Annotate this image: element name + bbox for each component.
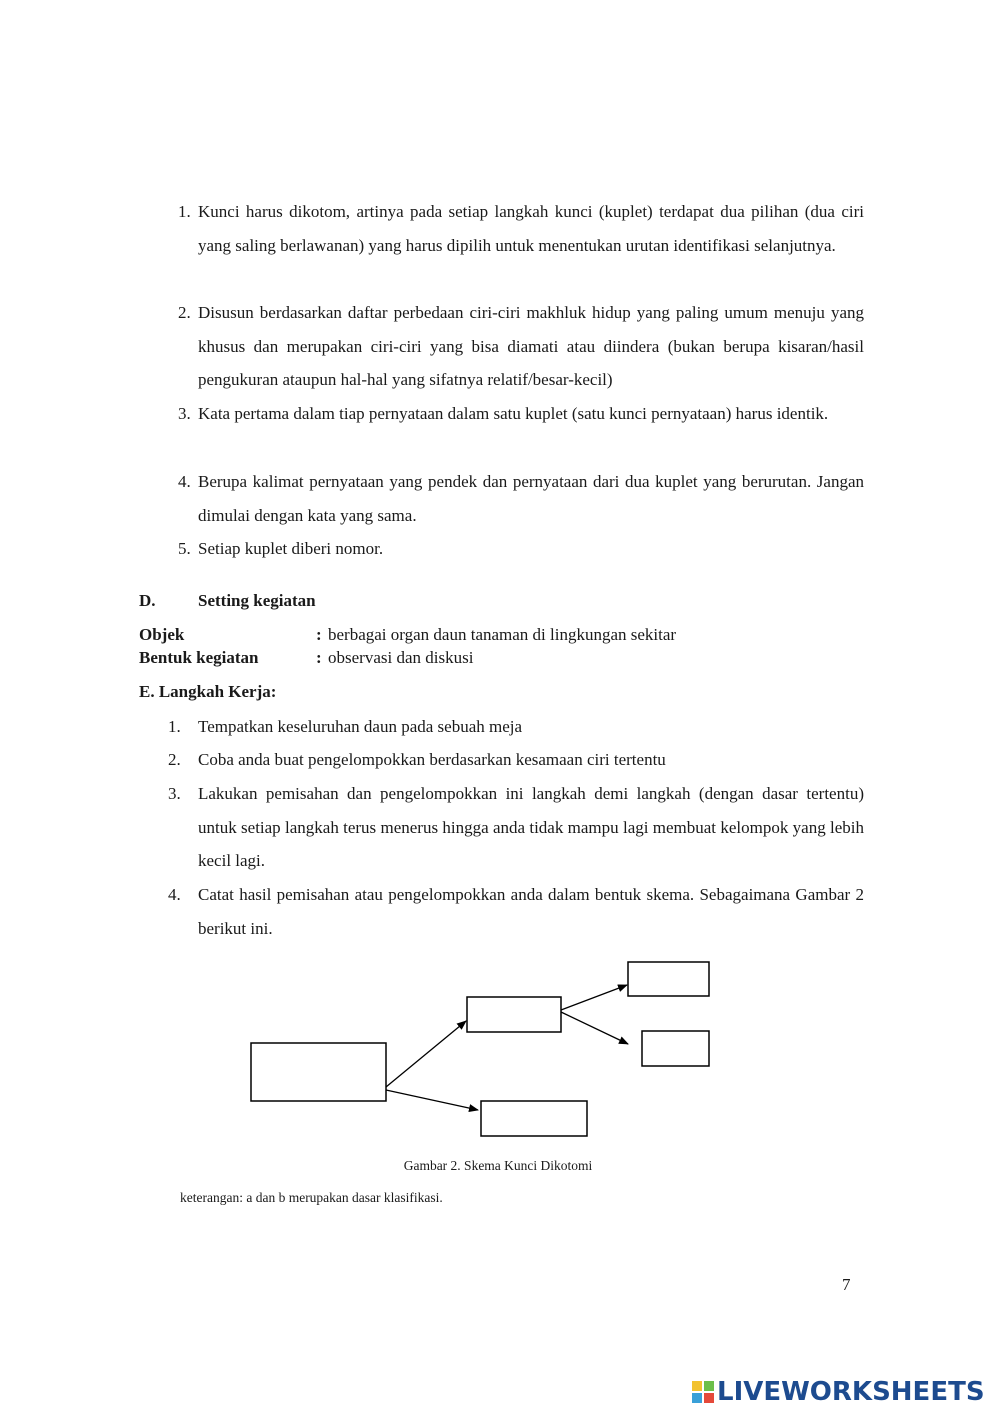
rule-number: 5. — [178, 539, 191, 558]
liveworksheets-logo — [692, 1375, 985, 1409]
rule-number: 1. — [178, 202, 191, 221]
section-d-title: Setting kegiatan — [198, 591, 316, 610]
field-label-objek: Objek — [139, 625, 185, 644]
rule-text: Setiap kuplet diberi nomor. — [198, 539, 384, 558]
field-value-bentuk-kegiatan: observasi dan diskusi — [328, 648, 474, 667]
section-e-title: E. Langkah Kerja: — [139, 682, 277, 701]
rule-number: 4. — [178, 472, 191, 491]
section-d-letter: D. — [139, 591, 156, 610]
rule-text: Kunci harus dikotom, artinya pada setiap langkah kunci (kuplet) terdapat dua pilihan (dua ciri yang saling berlawanan) yang harus dipilih untuk menentukan urutan identifikasi selanjutnya. — [198, 202, 864, 255]
diagram-arrow-root-to-b — [386, 1090, 478, 1110]
diagram-arrow-a-to-a2 — [561, 1012, 628, 1044]
figure-note: keterangan: a dan b merupakan dasar klasifikasi. — [180, 1190, 443, 1205]
page-number: 7 — [842, 1275, 851, 1294]
step-number: 4. — [168, 885, 181, 904]
liveworksheets-logo-icon — [692, 1381, 714, 1403]
diagram-box-a1 — [628, 962, 709, 996]
diagram-box-a — [467, 997, 561, 1032]
step-number: 2. — [168, 750, 181, 769]
field-colon: : — [316, 648, 322, 667]
step-text: Coba anda buat pengelompokkan berdasarkan kesamaan ciri tertentu — [198, 750, 666, 769]
rule-number: 3. — [178, 404, 191, 423]
diagram-arrow-a-to-a1 — [561, 985, 627, 1010]
brand-name: LIVEWORKSHEETS — [717, 1377, 985, 1407]
diagram-arrow-root-to-a — [386, 1021, 466, 1087]
figure-caption: Gambar 2. Skema Kunci Dikotomi — [403, 1158, 593, 1173]
diagram-box-b — [481, 1101, 587, 1136]
rule-text: Berupa kalimat pernyataan yang pendek dan pernyataan dari dua kuplet yang berurutan. Jangan dimulai dengan kata yang sama. — [198, 472, 864, 525]
step-number: 1. — [168, 717, 181, 736]
diagram-box-root — [251, 1043, 386, 1101]
step-text: Catat hasil pemisahan atau pengelompokkan anda dalam bentuk skema. Sebagaimana Gambar 2 berikut ini. — [198, 885, 864, 938]
rule-number: 2. — [178, 303, 191, 322]
diagram-box-a2 — [642, 1031, 709, 1066]
step-text: Tempatkan keseluruhan daun pada sebuah meja — [198, 717, 523, 736]
rule-text: Kata pertama dalam tiap pernyataan dalam satu kuplet (satu kunci pernyataan) harus identik. — [198, 404, 829, 423]
field-label-bentuk-kegiatan: Bentuk kegiatan — [139, 648, 259, 667]
field-colon: : — [316, 625, 322, 644]
rule-text: Disusun berdasarkan daftar perbedaan ciri-ciri makhluk hidup yang paling umum menuju yang khusus dan merupakan ciri-ciri yang bisa diamati atau diindera (bukan berupa kisaran/hasil pengukuran ataupun hal-hal yang sifatnya relatif/besar-kecil) — [198, 303, 864, 389]
step-number: 3. — [168, 784, 181, 803]
field-value-objek: berbagai organ daun tanaman di lingkungan sekitar — [328, 625, 677, 644]
step-text: Lakukan pemisahan dan pengelompokkan ini langkah demi langkah (dengan dasar tertentu) untuk setiap langkah terus menerus hingga anda tidak mampu lagi membuat kelompok yang lebih kecil lagi. — [198, 784, 864, 870]
